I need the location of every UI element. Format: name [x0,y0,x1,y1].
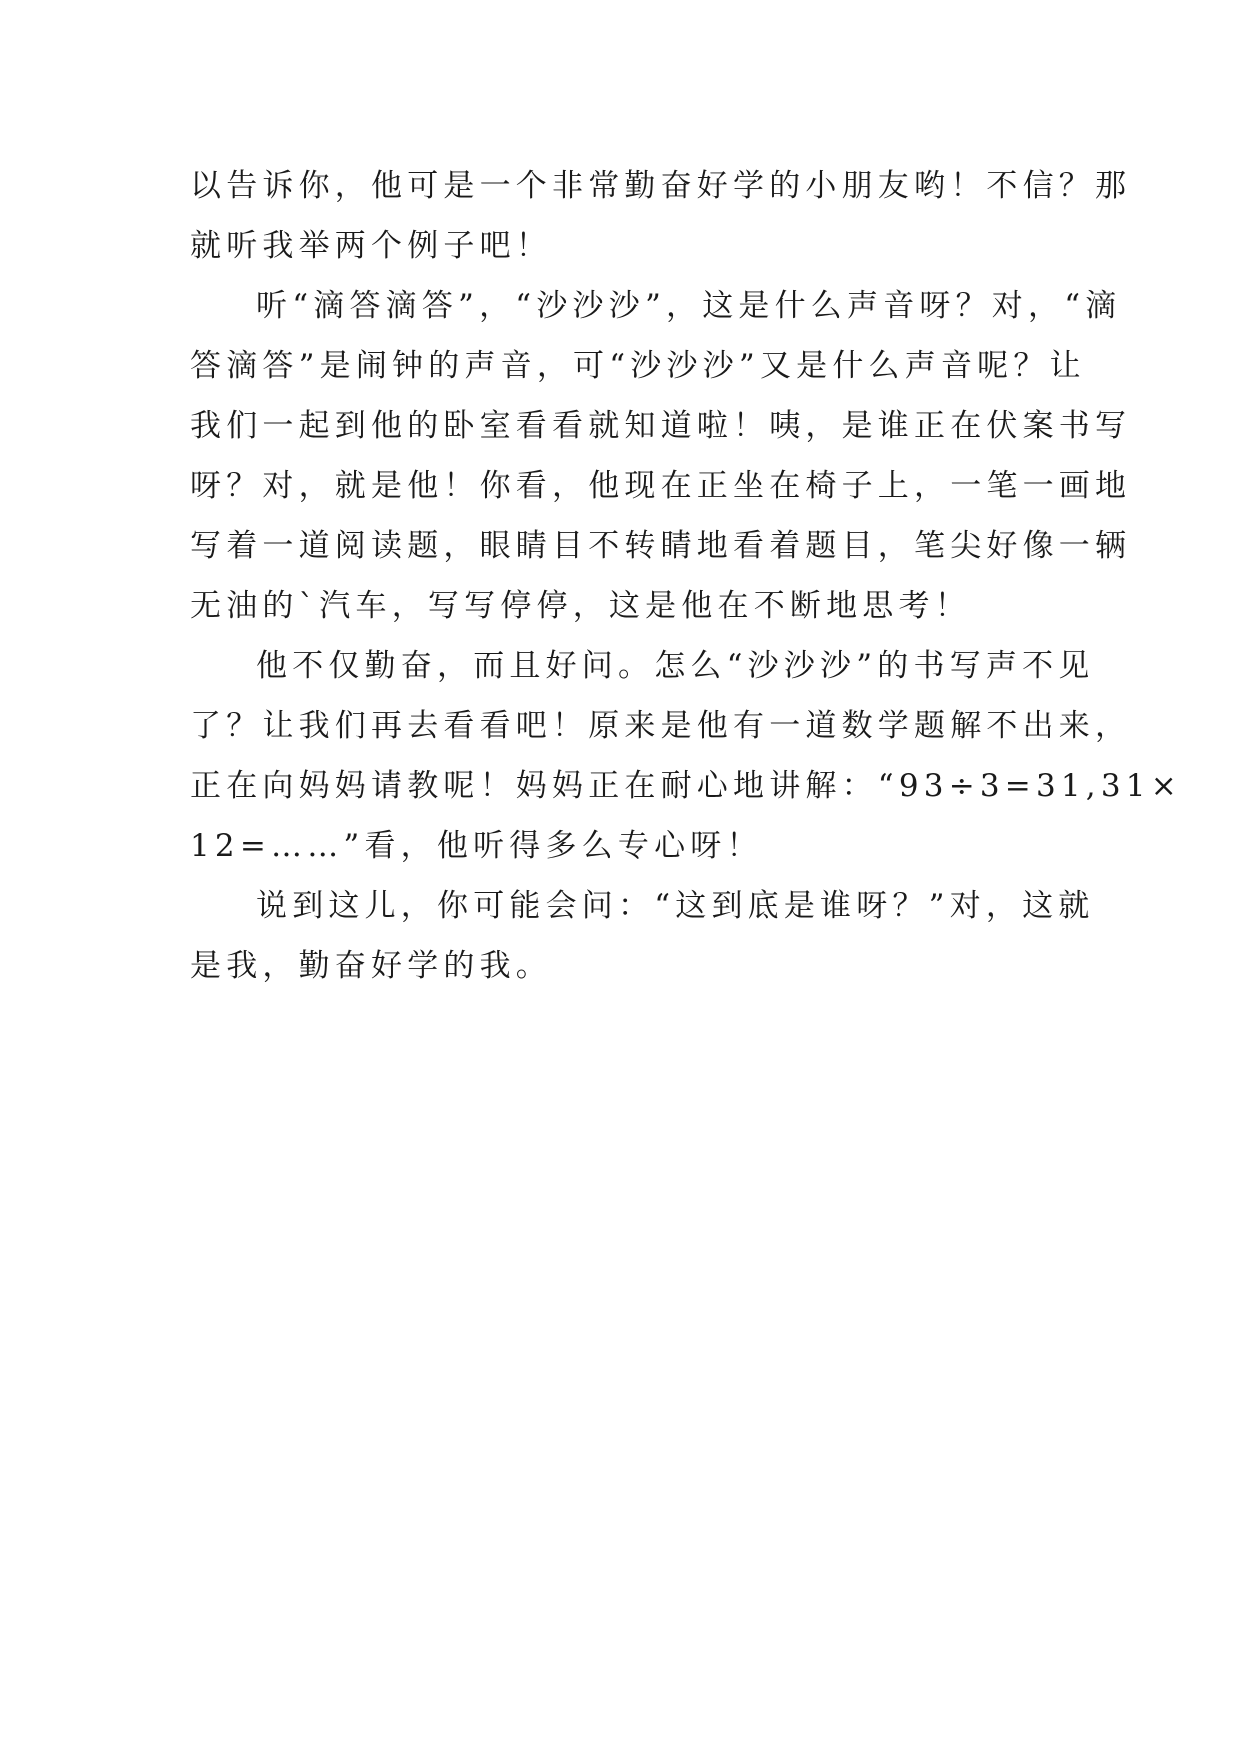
paragraph-first-line: 听“滴答滴答”，“沙沙沙”，这是什么声音呀？对，“滴 [256,288,1122,324]
text-line: 正在向妈妈请教呢！妈妈正在耐心地讲解：“93÷3=31,31× [190,768,1182,804]
text-line: 以告诉你，他可是一个非常勤奋好学的小朋友哟！不信？那 [190,168,1132,204]
paragraph-first-line: 他不仅勤奋，而且好问。怎么“沙沙沙”的书写声不见 [256,648,1095,684]
text-line: 了？让我们再去看看吧！原来是他有一道数学题解不出来， [190,708,1132,744]
text-line: 无油的`汽车，写写停停，这是他在不断地思考！ [190,588,971,624]
text-line: 写着一道阅读题，眼睛目不转睛地看着题目，笔尖好像一辆 [190,528,1132,564]
text-line: 呀？对，就是他！你看，他现在正坐在椅子上，一笔一画地 [190,468,1132,504]
paragraph-first-line: 说到这儿，你可能会问：“这到底是谁呀？”对，这就 [256,888,1095,924]
essay-body [190,156,1182,996]
text-line: 我们一起到他的卧室看看就知道啦！咦，是谁正在伏案书写 [190,408,1132,444]
text-line: 12=……”看，他听得多么专心呀！ [190,828,763,864]
text-line: 答滴答”是闹钟的声音，可“沙沙沙”又是什么声音呢？让 [190,348,1086,384]
text-line: 就听我举两个例子吧！ [190,228,552,264]
text-line: 是我，勤奋好学的我。 [190,948,552,984]
